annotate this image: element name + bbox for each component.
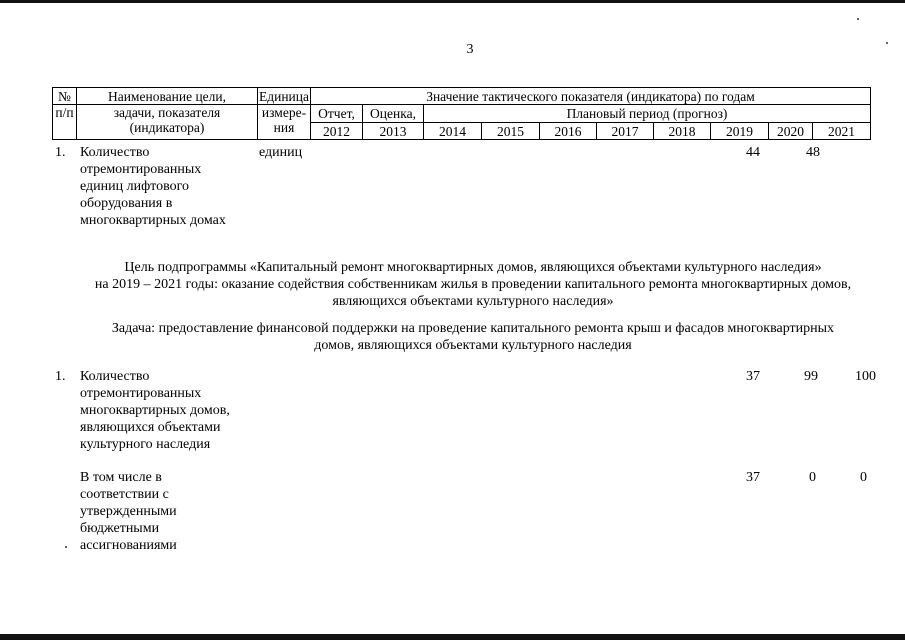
row1-name [80,144,226,229]
row2-name-line: культурного наследия [80,437,211,452]
col-name-header-line2: задачи, показателя [113,105,221,120]
values-title: Значение тактического показателя (индикатора) по годам [311,88,871,105]
row1-number: 1. [55,145,66,160]
row1-name-line: Количество [80,145,150,160]
col-unit-header-line1: Единица [258,88,309,104]
col-unit-header-line3: ния [273,120,295,135]
plan-period-label: Плановый период (прогноз) [424,105,871,123]
estimate-year: 2013 [363,123,424,140]
row1-name-line: оборудования в [80,196,173,211]
estimate-label: Оценка, [363,105,424,123]
year-2015: 2015 [482,123,540,140]
goal-line1: Цель подпрограммы «Капитальный ремонт многоквартирных домов, являющихся объектами культурного наследия» [124,260,822,275]
row1-name-line: отремонтированных [80,162,202,177]
row1-unit: единиц [259,145,303,160]
row3-value-2021: 0 [860,470,867,485]
row1-value-2019: 44 [746,145,760,160]
row2-value-2020: 99 [804,369,818,384]
row2-name-line: Количество [80,369,150,384]
year-2014: 2014 [424,123,482,140]
row2-name [80,368,230,453]
scan-speck [886,42,888,44]
task-line2: домов, являющихся объектами культурного наследия [314,338,632,353]
col-unit-header-lines [258,105,311,140]
row3-name-line: бюджетными [80,521,160,536]
row3-name [80,469,177,554]
year-2018: 2018 [654,123,711,140]
col-no-header: № [53,88,77,105]
row3-name-line: В том числе в [80,470,162,485]
page-number: 3 [466,42,474,57]
subprogram-task [58,320,888,354]
scan-speck [65,546,67,548]
row3-name-line: соответствии с [80,487,169,502]
goal-line2: на 2019 – 2021 годы: оказание содействия собственникам жилья в проведении капитального ремонта многоквартирных домов, [94,277,852,292]
report-label: Отчет, [311,105,363,123]
scan-bottom-edge [0,634,905,640]
scan-speck [857,18,859,20]
report-year: 2012 [311,123,363,140]
row2-name-line: являющихся объектами [80,420,221,435]
col-pp-header: п/п [53,105,77,140]
row1-value-2020: 48 [806,145,820,160]
col-unit-header-line2: измере- [261,105,307,120]
year-2017: 2017 [597,123,654,140]
row3-name-line: утвержденными [80,504,177,519]
task-line1: Задача: предоставление финансовой поддержки на проведение капитального ремонта крыш и фасадов многоквартирных [111,321,835,336]
row3-name-line: ассигнованиями [80,538,177,553]
row3-value-2019: 37 [746,470,760,485]
year-2020: 2020 [769,123,813,140]
row2-value-2019: 37 [746,369,760,384]
year-2019: 2019 [711,123,769,140]
subprogram-goal [58,259,888,310]
row2-number: 1. [55,369,66,384]
col-name-header-lines [77,105,258,140]
row1-name-line: многоквартирных домах [80,213,226,228]
year-2021: 2021 [813,123,871,140]
col-name-header-line3: (индикатора) [129,120,205,135]
year-2016: 2016 [540,123,597,140]
row2-name-line: многоквартирных домов, [80,403,230,418]
goal-line3: являющихся объектами культурного наследия» [332,294,614,309]
row2-value-2021: 100 [855,369,876,384]
row2-name-line: отремонтированных [80,386,202,401]
row3-value-2020: 0 [809,470,816,485]
indicator-table-header [52,87,871,140]
col-name-header-line1: Наименование цели, [77,88,258,105]
row1-name-line: единиц лифтового [80,179,190,194]
scan-top-edge [0,0,905,3]
